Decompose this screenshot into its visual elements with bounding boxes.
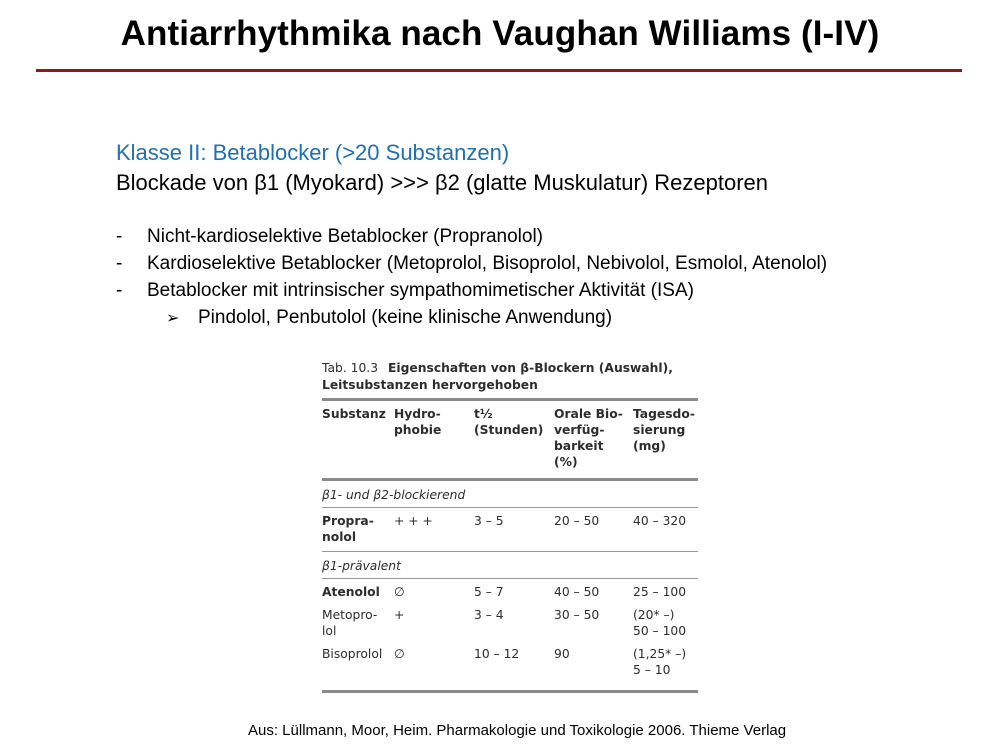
- cell-halbwertszeit: 3 – 5: [474, 514, 504, 528]
- bullet-text: Betablocker mit intrinsischer sympathomimetischer Aktivität (ISA): [147, 280, 694, 301]
- cell-hydrophobie: ∅: [394, 585, 405, 599]
- table-caption: [322, 360, 698, 394]
- table-group-row: [322, 480, 698, 508]
- cell-dosierung: 40 – 320: [633, 514, 687, 528]
- cell-halbwertszeit: 10 – 12: [474, 647, 520, 661]
- cell-dosierung: (1,25* –) 5 – 10: [633, 647, 687, 677]
- cell-bioverfuegbarkeit: 30 – 50: [554, 608, 600, 622]
- table-row: [322, 641, 698, 692]
- bullet-text: Nicht-kardioselektive Betablocker (Propranolol): [147, 226, 544, 247]
- header-hydrophobie: Hydro- phobie: [394, 407, 442, 437]
- source-citation: Aus: Lüllmann, Moor, Heim. Pharmakologie und Toxikologie 2006. Thieme Verlag: [248, 722, 787, 739]
- cell-bioverfuegbarkeit: 90: [554, 647, 570, 661]
- arrow-bullet-icon: ➢: [166, 310, 180, 327]
- table-row: [322, 508, 698, 552]
- group-label-beta1: β1-prävalent: [322, 552, 698, 579]
- group-label-nonselective: β1- und β2-blockierend: [322, 480, 698, 508]
- cell-substance: Propra- nolol: [322, 514, 374, 544]
- table-group-row: [322, 552, 698, 579]
- table-number: Tab. 10.3: [322, 361, 379, 375]
- bullet-text: Kardioselektive Betablocker (Metoprolol, Bisoprolol, Nebivolol, Esmolol, Atenolol): [147, 253, 828, 274]
- cell-hydrophobie: +: [394, 608, 405, 622]
- cell-substance: Metopro- lol: [322, 608, 378, 638]
- bullet-marker: -: [116, 226, 123, 247]
- cell-bioverfuegbarkeit: 40 – 50: [554, 585, 600, 599]
- cell-substance: Bisoprolol: [322, 647, 383, 661]
- header-substanz: Substanz: [322, 407, 386, 421]
- bullet-marker: -: [116, 280, 123, 301]
- cell-halbwertszeit: 3 – 4: [474, 608, 504, 622]
- cell-halbwertszeit: 5 – 7: [474, 585, 504, 599]
- header-tagesdosierung: Tagesdo- sierung (mg): [633, 407, 695, 453]
- class-subtitle: Klasse II: Betablocker (>20 Substanzen): [116, 140, 510, 165]
- header-halbwertszeit: t½ (Stunden): [474, 407, 544, 437]
- cell-bioverfuegbarkeit: 20 – 50: [554, 514, 600, 528]
- properties-table: [322, 398, 698, 693]
- cell-hydrophobie: ∅: [394, 647, 405, 661]
- table-row: [322, 579, 698, 603]
- header-bioverfuegbarkeit: Orale Bio- verfüg- barkeit (%): [554, 407, 623, 469]
- bullet-marker: -: [116, 253, 123, 274]
- slide-title: Antiarrhythmika nach Vaughan Williams (I-IV): [120, 14, 880, 53]
- cell-substance: Atenolol: [322, 585, 380, 599]
- table-caption-text: Eigenschaften von β-Blockern (Auswahl), Leitsubstanzen hervorgehoben: [322, 361, 673, 392]
- cell-dosierung: (20* –) 50 – 100: [633, 608, 687, 638]
- sub-bullet-text: Pindolol, Penbutolol (keine klinische Anwendung): [198, 307, 613, 328]
- beta-blocker-table: [322, 360, 698, 693]
- title-divider: [36, 69, 962, 72]
- receptor-line: Blockade von β1 (Myokard) >>> β2 (glatte Muskulatur) Rezeptoren: [116, 170, 769, 195]
- cell-hydrophobie: + + +: [394, 514, 433, 528]
- cell-dosierung: 25 – 100: [633, 585, 687, 599]
- table-row: [322, 602, 698, 641]
- table-header-row: [322, 400, 698, 480]
